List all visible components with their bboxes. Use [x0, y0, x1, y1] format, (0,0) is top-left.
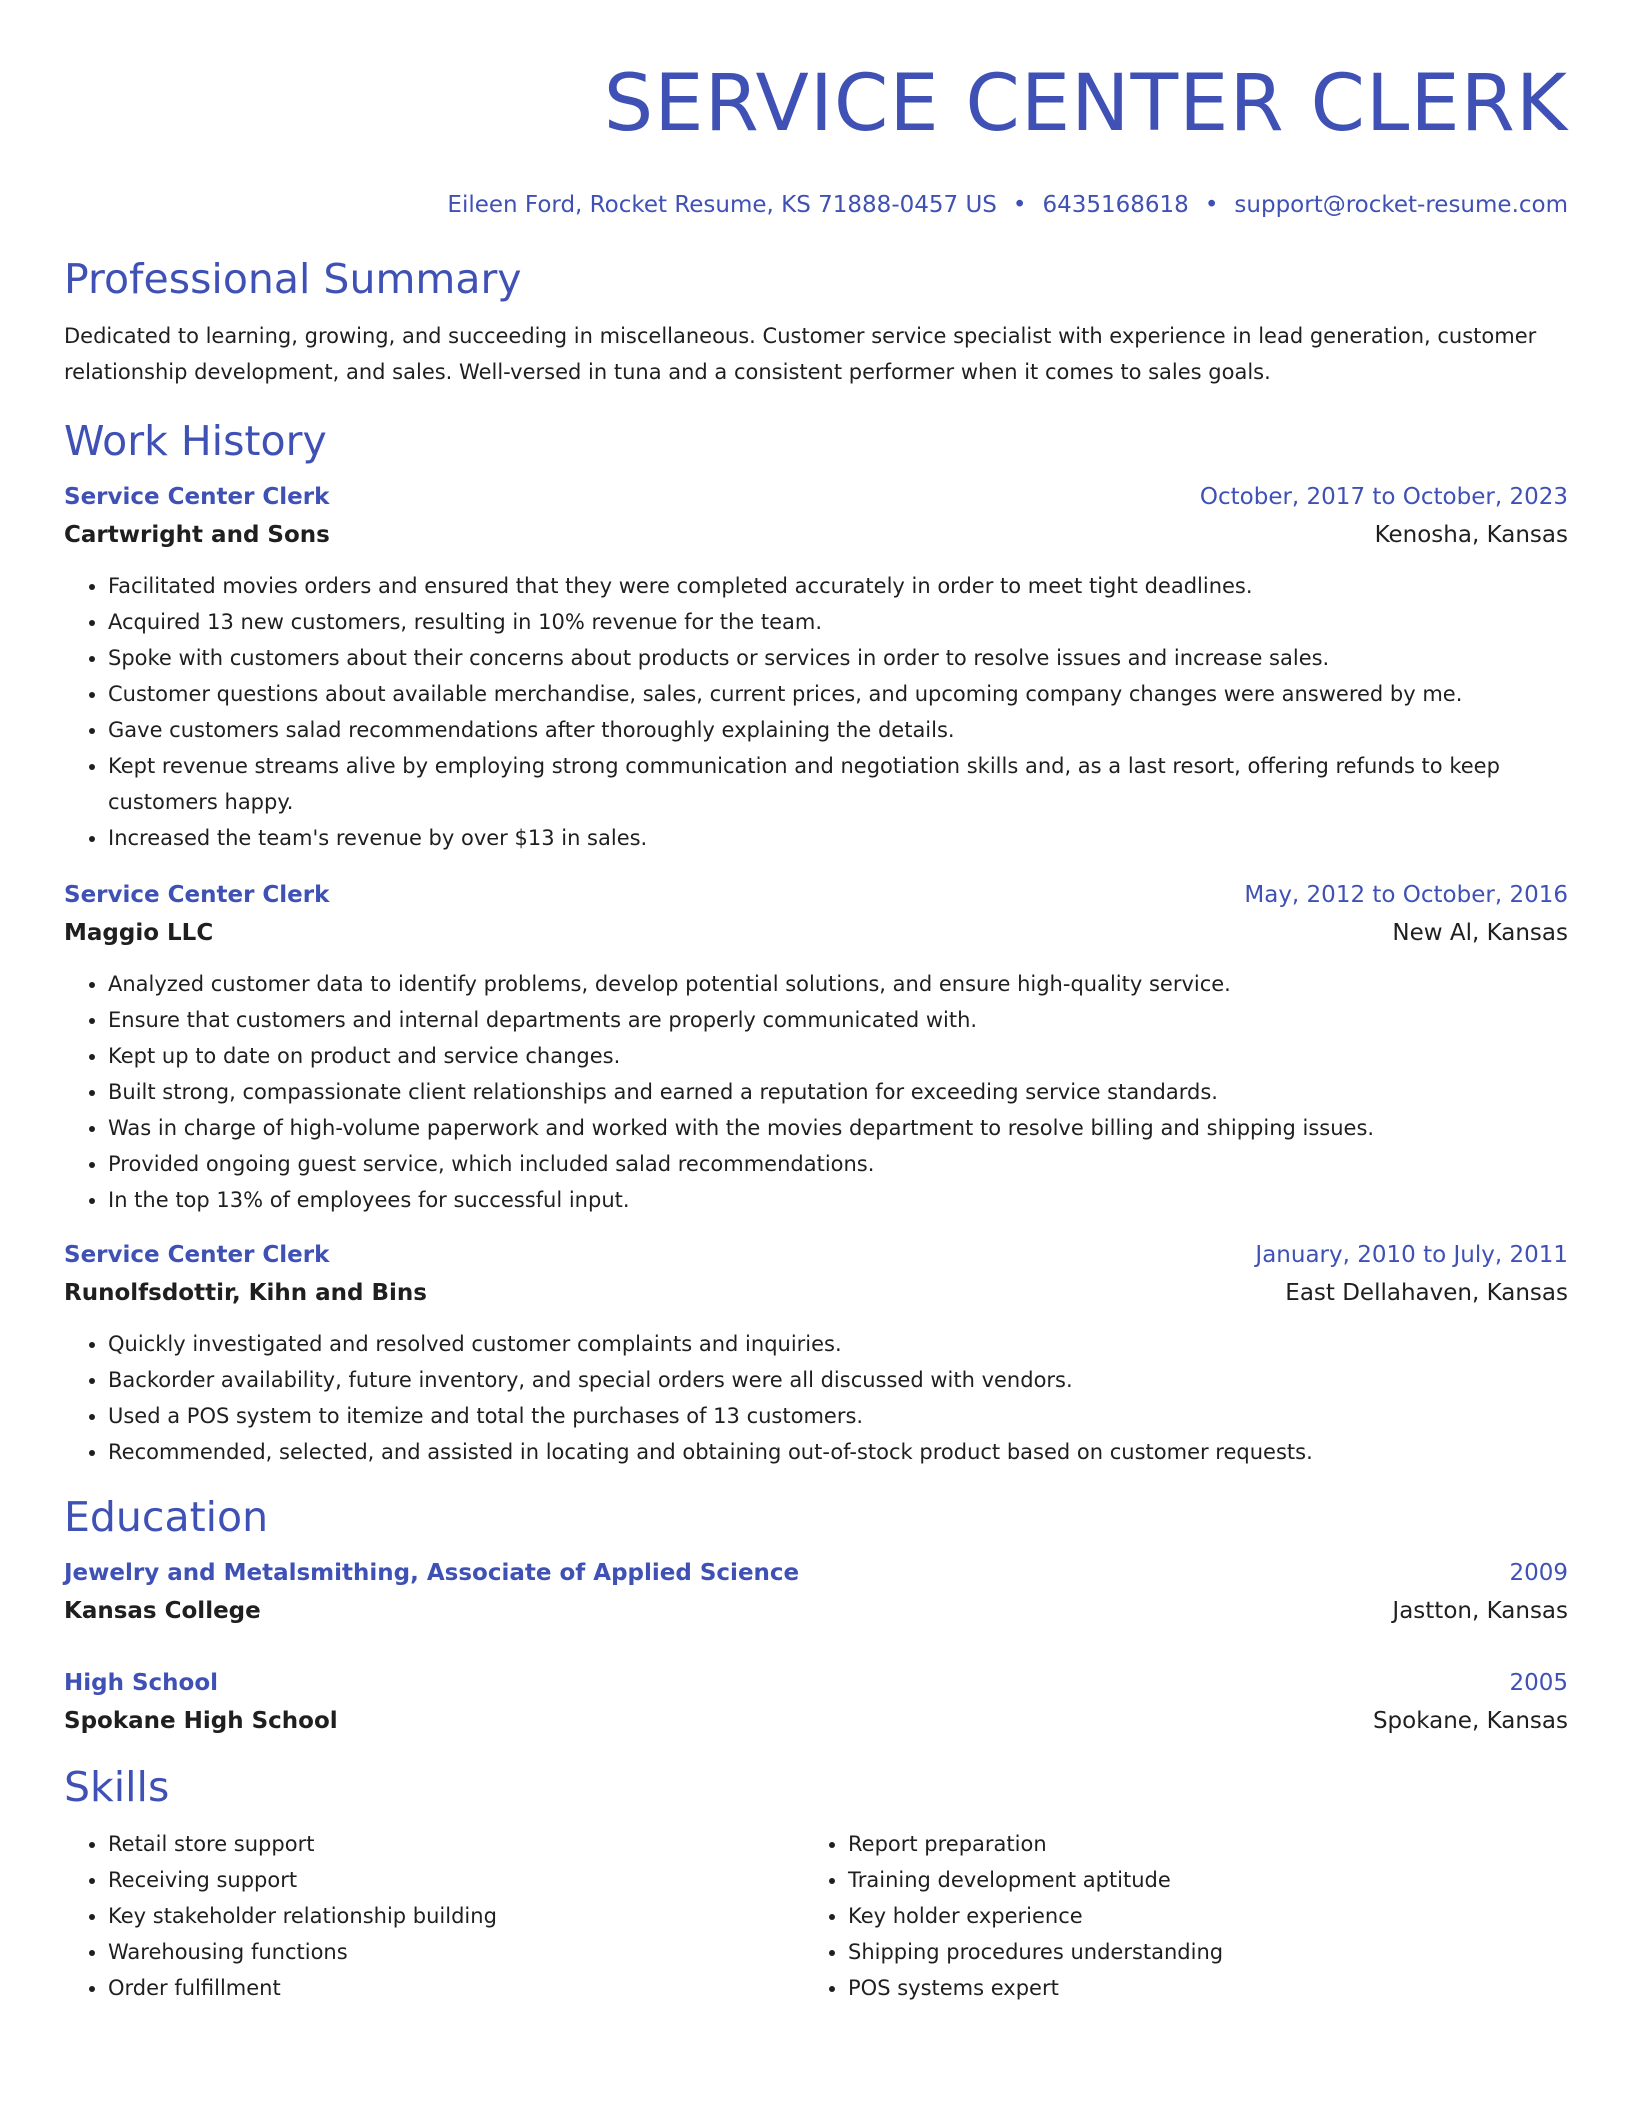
skill-item: • Order fulfillment	[108, 1970, 804, 2006]
job-title: Service Center Clerk	[64, 484, 330, 510]
job-bullet: • Acquired 13 new customers, resulting in 10% revenue for the team.	[108, 604, 1568, 640]
job-bullet: • Backorder availability, future inventory, and special orders were all discussed with vendors.	[108, 1362, 1568, 1398]
job-location: Kenosha, Kansas	[1374, 522, 1568, 548]
job-bullet: • Analyzed customer data to identify problems, develop potential solutions, and ensure high-quality service.	[108, 966, 1568, 1002]
contact-info	[64, 190, 1568, 220]
skill-item: • Training development aptitude	[848, 1862, 1544, 1898]
job-bullet: • Increased the team's revenue by over $13 in sales.	[108, 820, 1568, 856]
school-location: Spokane, Kansas	[1372, 1708, 1568, 1734]
school-location: Jastton, Kansas	[1392, 1598, 1568, 1624]
job-bullet: • Used a POS system to itemize and total the purchases of 13 customers.	[108, 1398, 1568, 1434]
section-heading-education: Education	[64, 1493, 269, 1541]
skills-list-right	[804, 1826, 1544, 2006]
job-bullet: • Kept up to date on product and service changes.	[108, 1038, 1568, 1074]
education-entry	[64, 1664, 1568, 1740]
job-bullet: • Provided ongoing guest service, which included salad recommendations.	[108, 1146, 1568, 1182]
job-bullet: • Facilitated movies orders and ensured that they were completed accurately in order to meet tight deadlines.	[108, 568, 1568, 604]
job-bullet: • Was in charge of high-volume paperwork and worked with the movies department to resolve billing and shipping issues.	[108, 1110, 1568, 1146]
section-heading-summary: Professional Summary	[64, 255, 522, 303]
skills-list-left	[64, 1826, 804, 2006]
skill-item: • Report preparation	[848, 1826, 1544, 1862]
section-heading-work: Work History	[64, 417, 327, 465]
work-history-section	[64, 416, 1568, 1470]
job-entry	[64, 876, 1568, 1218]
school-name: Kansas College	[64, 1598, 261, 1624]
job-bullet: • Customer questions about available merchandise, sales, current prices, and upcoming company changes were answered by me.	[108, 676, 1568, 712]
education-section	[64, 1492, 1568, 1740]
job-bullet: • Spoke with customers about their concerns about products or services in order to resolve issues and increase sales.	[108, 640, 1568, 676]
job-company: Cartwright and Sons	[64, 522, 330, 548]
job-entry	[64, 1236, 1568, 1470]
graduation-year: 2009	[1509, 1560, 1568, 1586]
job-dates: October, 2017 to October, 2023	[1199, 484, 1568, 510]
job-title: Service Center Clerk	[64, 882, 330, 908]
degree-name: Jewelry and Metalsmithing, Associate of Applied Science	[64, 1560, 800, 1586]
job-bullets	[64, 1326, 1568, 1470]
job-entry	[64, 478, 1568, 856]
contact-phone[interactable]: 6435168618	[1042, 192, 1189, 218]
job-bullet: • In the top 13% of employees for successful input.	[108, 1182, 1568, 1218]
school-name: Spokane High School	[64, 1708, 338, 1734]
contact-separator: •	[1204, 192, 1219, 218]
job-company: Maggio LLC	[64, 920, 214, 946]
degree-name: High School	[64, 1670, 219, 1696]
job-dates: May, 2012 to October, 2016	[1244, 882, 1568, 908]
skill-item: • POS systems expert	[848, 1970, 1544, 2006]
contact-separator: •	[1012, 192, 1027, 218]
skills-columns	[64, 1826, 1568, 2006]
skill-item: • Warehousing functions	[108, 1934, 804, 1970]
job-bullet: • Quickly investigated and resolved customer complaints and inquiries.	[108, 1326, 1568, 1362]
job-dates: January, 2010 to July, 2011	[1255, 1242, 1568, 1268]
job-location: New Al, Kansas	[1392, 920, 1568, 946]
skill-item: • Receiving support	[108, 1862, 804, 1898]
contact-email[interactable]: support@rocket-resume.com	[1234, 192, 1568, 218]
summary-section	[64, 254, 1568, 390]
job-bullet: • Gave customers salad recommendations after thoroughly explaining the details.	[108, 712, 1568, 748]
job-bullets	[64, 966, 1568, 1218]
job-location: East Dellahaven, Kansas	[1285, 1280, 1568, 1306]
skill-item: • Shipping procedures understanding	[848, 1934, 1544, 1970]
job-bullet: • Built strong, compassionate client relationships and earned a reputation for exceeding service standards.	[108, 1074, 1568, 1110]
job-bullet: • Kept revenue streams alive by employing strong communication and negotiation skills and, as a last resort, offering refunds to keep customers happy.	[108, 748, 1568, 820]
job-bullets	[64, 568, 1568, 856]
job-bullet: • Recommended, selected, and assisted in locating and obtaining out-of-stock product based on customer requests.	[108, 1434, 1568, 1470]
summary-text: Dedicated to learning, growing, and succeeding in miscellaneous. Customer service specialist with experience in lead generation, customer relationship development, and sales. Well-versed in tuna and a consistent performer when it comes to sales goals.	[64, 324, 1537, 384]
job-company: Runolfsdottir, Kihn and Bins	[64, 1280, 427, 1306]
job-bullet: • Ensure that customers and internal departments are properly communicated with.	[108, 1002, 1568, 1038]
job-title: Service Center Clerk	[64, 1242, 330, 1268]
skill-item: • Key stakeholder relationship building	[108, 1898, 804, 1934]
resume-title: SERVICE CENTER CLERK	[603, 59, 1568, 149]
skill-item: • Retail store support	[108, 1826, 804, 1862]
contact-address: Eileen Ford, Rocket Resume, KS 71888-0457 US	[447, 192, 997, 218]
graduation-year: 2005	[1509, 1670, 1568, 1696]
skills-section	[64, 1762, 1568, 2006]
section-heading-skills: Skills	[64, 1763, 170, 1811]
skill-item: • Key holder experience	[848, 1898, 1544, 1934]
education-entry	[64, 1554, 1568, 1630]
